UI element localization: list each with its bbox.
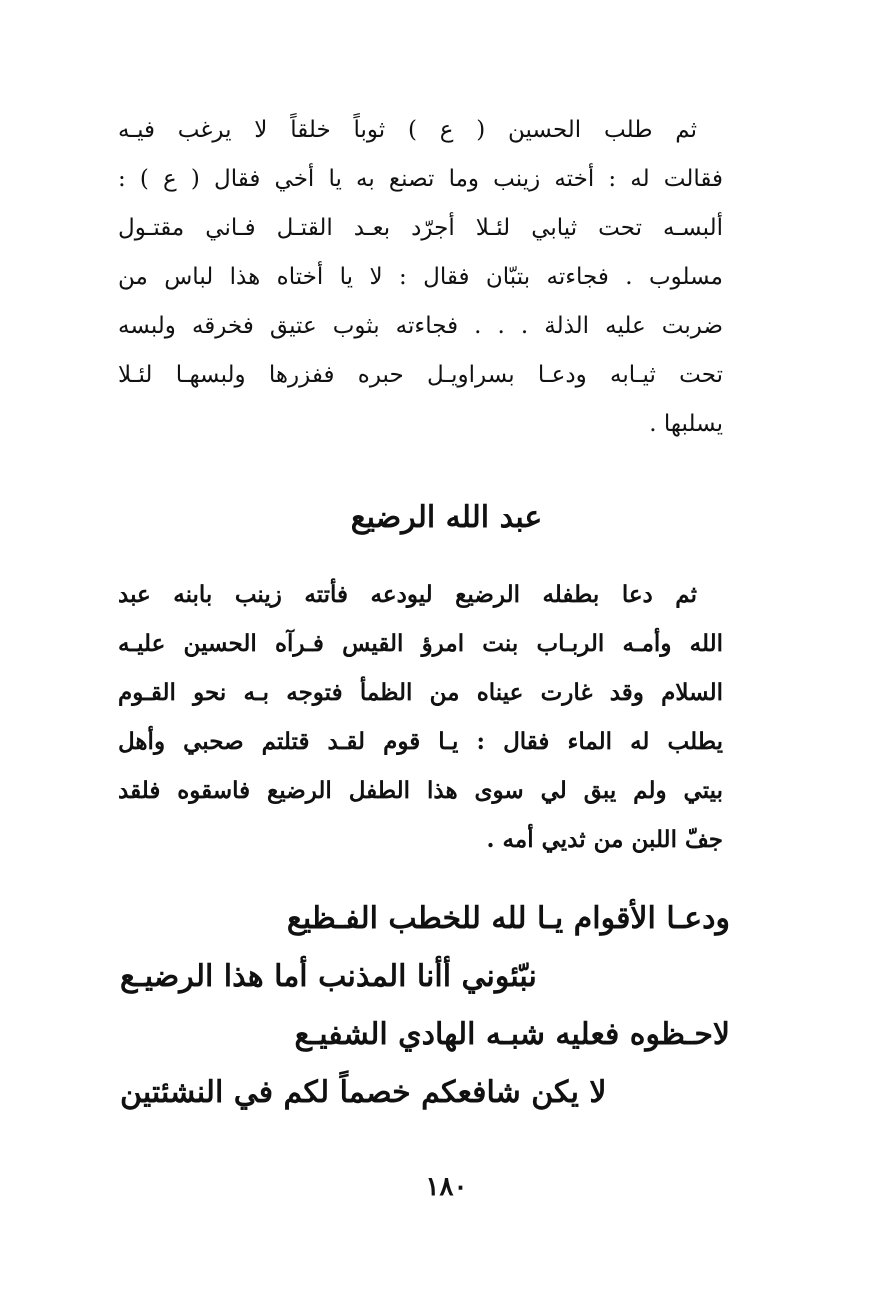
paragraph-line: الله وأمـه الربـاب بنت امرؤ القيس فـرآه الحسين عليـه	[118, 630, 723, 657]
paragraph-2	[118, 570, 723, 864]
paragraph-line: يطلب له الماء فقال : يـا قوم لقـد قتلتم صحبي وأهل	[118, 728, 723, 755]
paragraph-line: تحت ثيـابه ودعـا بسراويـل حبره ففزرها ولبسهـا لئـلا	[118, 362, 723, 388]
paragraph-line: جفّ اللبن من ثديي أمه .	[486, 826, 723, 853]
paragraph-line: ألبسـه تحت ثيابي لئـلا أجرّد بعـد القتـل فـاني مقتـول	[118, 215, 723, 241]
paragraph-1	[118, 106, 723, 449]
paragraph-line: يسلبها .	[649, 411, 723, 437]
paragraph-line: بيتي ولم يبق لي سوى هذا الطفل الرضيع فاسقوه فلقد	[118, 777, 723, 804]
paragraph-line: ثم طلب الحسين ( ع ) ثوباً خلقاً لا يرغب فيـه	[118, 117, 697, 143]
poem-verse: لا يكن شافعكم خصماً لكم في النشئتين	[120, 1075, 607, 1110]
poem-verse: نبّئوني أأنا المذنب أما هذا الرضيـع	[120, 959, 537, 994]
poem	[120, 890, 730, 1122]
paragraph-line: ضربت عليه الذلة . . . فجاءته بثوب عتيق فخرقه ولبسه	[118, 313, 723, 339]
paragraph-line: مسلوب . فجاءته بتبّان فقال : لا يا أختاه هذا لباس من	[118, 264, 723, 290]
poem-verse: ودعـا الأقوام يـا لله للخطب الفـظيع	[286, 901, 730, 936]
paragraph-line: ثم دعا بطفله الرضيع ليودعه فأتته زينب بابنه عبد	[118, 581, 697, 608]
poem-verse: لاحـظوه فعليه شبـه الهادي الشفيـع	[294, 1017, 730, 1052]
page-number: ١٨٠	[425, 1172, 468, 1202]
section-heading: عبد الله الرضيع	[350, 500, 543, 535]
paragraph-line: فقالت له : أخته زينب وما تصنع به يا أخي فقال ( ع ) :	[118, 166, 723, 192]
paragraph-line: السلام وقد غارت عيناه من الظمأ فتوجه بـه نحو القـوم	[118, 679, 723, 706]
